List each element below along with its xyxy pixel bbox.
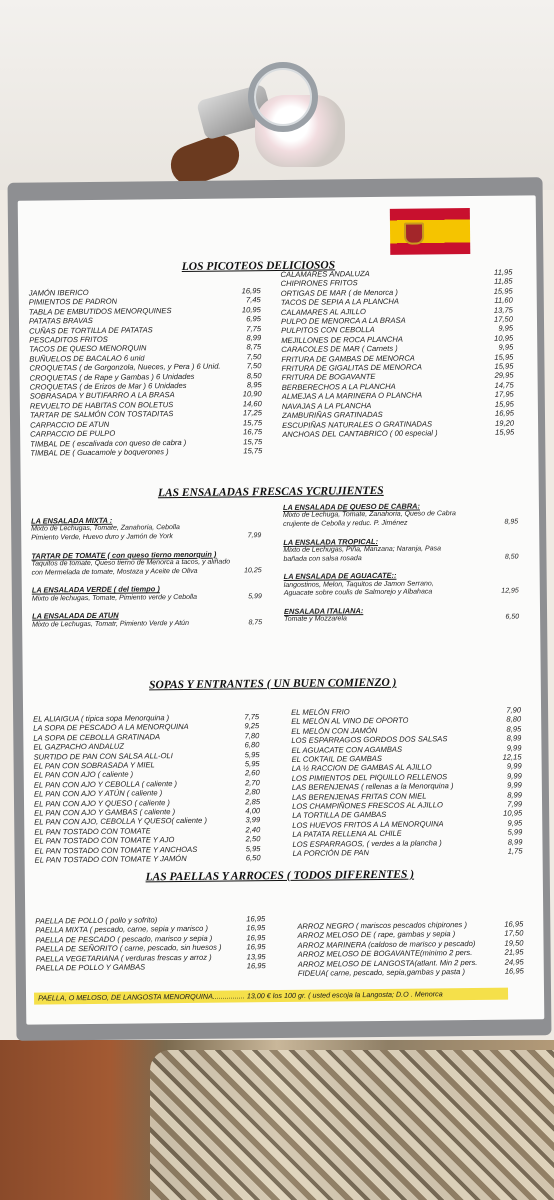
menu-item-name: CALAMARES AL AJILLO xyxy=(280,306,366,317)
menu-item-price: 6,80 xyxy=(244,740,260,750)
menu-item-price: 17,50 xyxy=(493,314,514,324)
menu-item-name: EL GAZPACHO ANDALUZ xyxy=(33,741,125,752)
menu-item-name: BERBERECHOS A LA PLANCHA xyxy=(281,381,396,392)
menu-item-price: 7,75 xyxy=(246,323,262,333)
menu-item-name: LA TORTILLA DE GAMBAS xyxy=(292,810,387,821)
menu-item-price: 9,99 xyxy=(506,743,522,753)
menu-item-price: 10,95 xyxy=(494,333,514,343)
menu-item-name: ALMEJAS A LA MARINERA O PLANCHA xyxy=(281,390,423,402)
menu-item-name: PAELLA DE POLLO ( pollo y sofrito) xyxy=(35,915,158,926)
sopas-left-list xyxy=(33,712,261,865)
menu-item-price: 16,95 xyxy=(246,914,266,924)
menu-item-name: EL PAN TOSTADO CON TOMATE Y AJO xyxy=(34,835,175,846)
menu-item-price: 19,20 xyxy=(494,418,515,428)
salad-description-line xyxy=(283,553,518,564)
menu-item-name: TACOS DE SEPIA A LA PLANCHA xyxy=(280,296,400,308)
menu-item-name: MEJILLONES DE ROCA PLANCHA xyxy=(281,334,403,345)
menu-item-name: CARPACCIO DE ATUN xyxy=(30,419,110,430)
menu-item-name: LOS PIMIENTOS DEL PIQUILLO RELLENOS xyxy=(291,772,448,783)
salad-price: 5,99 xyxy=(248,592,262,600)
menu-item-price: 17,50 xyxy=(504,928,524,939)
menu-item-name: EL PAN CON AJO Y QUESO ( caliente ) xyxy=(33,797,170,809)
menu-item-name: PAELLA DE POLLO Y GAMBAS xyxy=(35,962,146,973)
salad-description: Mixto de lechugas, Tomate, Pimiento verde y Cebolla xyxy=(31,593,198,603)
menu-item-name: FRITURA DE BOGAVANTE xyxy=(281,372,376,383)
menu-item-price: 8,75 xyxy=(246,342,262,352)
menu-item-price: 19,50 xyxy=(504,938,524,948)
menu-item-price: 16,95 xyxy=(504,919,524,929)
menu-item-row xyxy=(298,966,524,978)
menu-item-name: CHIPIRONES FRITOS xyxy=(280,278,358,289)
menu-item-row xyxy=(30,446,262,458)
menu-item-name: LA ½ RACCION DE GAMBAS AL AJILLO xyxy=(291,762,432,774)
picoteos-left-list xyxy=(29,286,263,458)
salad-description-line xyxy=(284,614,519,625)
menu-item-name: LAS BERENJENAS ( rellenas a la Menorquina ) xyxy=(291,781,454,793)
section-title-ensaladas: LAS ENSALADAS FRESCAS YCRUJIENTES xyxy=(157,484,384,500)
salad-description-line xyxy=(31,532,261,543)
menu-item-price: 12,15 xyxy=(502,752,522,762)
menu-item-row xyxy=(36,961,266,973)
menu-item-name: EL PAN CON AJO, CEBOLLA Y QUESO( caliente ) xyxy=(34,816,208,828)
paellas-right-list xyxy=(297,919,524,978)
menu-item-price: 8,99 xyxy=(507,837,523,847)
menu-item-price: 17,25 xyxy=(242,408,262,418)
sopas-right-list xyxy=(291,705,523,858)
salad-item xyxy=(31,514,261,543)
menu-item-name: EL PAN CON AJO Y CEBOLLA ( caliente ) xyxy=(33,778,178,790)
menu-item-name: CALAMARES ANDALUZA xyxy=(280,269,370,279)
menu-item-name: ARROZ NEGRO ( mariscos pescados chipirones ) xyxy=(297,920,468,931)
menu-item-price: 8,50 xyxy=(246,370,262,380)
menu-item-name: EL MELÓN CON JAMÓN xyxy=(291,725,378,736)
salad-description: bañada con salsa rosada xyxy=(283,554,362,563)
menu-item-name: JAMÓN IBERICO xyxy=(28,287,89,298)
salad-item xyxy=(284,570,519,599)
salad-item xyxy=(284,604,519,624)
salad-title: LA ENSALADA MIXTA : xyxy=(31,515,113,526)
menu-item-price: 14,60 xyxy=(242,399,262,409)
menu-item-price: 7,99 xyxy=(507,799,523,809)
menu-item-name: EL PAN CON AJO Y GAMBAS ( caliente ) xyxy=(34,807,176,818)
menu-item-price: 9,99 xyxy=(507,780,522,790)
menu-item-name: PAELLA DE SEÑORITO ( carne, pescado, sin huesos ) xyxy=(35,942,222,954)
menu-item-price: 17,95 xyxy=(494,389,514,400)
menu-item-price: 8,99 xyxy=(246,333,262,343)
menu-item-price: 9,99 xyxy=(506,761,522,772)
menu-item-name: EL ALIAIGUA ( típica sopa Menorquina ) xyxy=(33,713,170,724)
salad-description: Taquitos de tomate, Queso tierno de Menorca a tacos, y aliñado xyxy=(31,558,231,568)
menu-item-name: ARROZ MELOSO DE BOGAVANTE(minimo 2 pers. xyxy=(297,948,473,960)
ensaladas-left-list xyxy=(31,514,262,638)
menu-sleeve xyxy=(8,177,552,1041)
menu-item-price: 14,75 xyxy=(494,380,514,390)
menu-item-price: 21,95 xyxy=(504,947,524,957)
menu-item-price: 16,75 xyxy=(243,427,263,437)
menu-item-name: SURTIDO DE PAN CON SALSA ALL-OLI xyxy=(33,750,173,762)
menu-item-price: 7,45 xyxy=(245,295,261,305)
menu-item-name: TIMBAL DE ( escalivada con queso de cabra ) xyxy=(30,437,187,449)
menu-item-price: 15,95 xyxy=(494,352,514,362)
menu-item-name: CARPACCIO DE PULPO xyxy=(30,428,116,439)
salad-price: 8,75 xyxy=(248,618,263,626)
salad-description: con Mermelada de tomate, Mostaza y Aceite de Oliva xyxy=(31,567,198,577)
menu-item-name: CARACOLES DE MAR ( Carnets ) xyxy=(281,343,398,355)
menu-item-price: 15,95 xyxy=(494,399,514,409)
menu-item-name: ZAMBURIÑAS GRATINADAS xyxy=(281,410,383,421)
menu-item-name: SOBRASADA Y BUTIFARRO A LA BRASA xyxy=(29,390,175,402)
section-title-paellas: LAS PAELLAS Y ARROCES ( TODOS DIFERENTES ) xyxy=(145,868,415,884)
menu-item-name: EL PAN CON AJO Y ATÚN ( caliente ) xyxy=(33,788,163,799)
menu-item-price: 2,50 xyxy=(245,834,261,844)
menu-item-price: 11,85 xyxy=(494,276,513,287)
menu-item-name: ORTIGAS DE MAR ( de Menorca ) xyxy=(280,287,398,298)
salad-title: LA ENSALADA DE AGUACATE:: xyxy=(283,570,397,582)
menu-item-name: PATATAS BRAVAS xyxy=(28,316,93,326)
menu-item-name: LA SOPA DE CEBOLLA GRATINADA xyxy=(33,732,161,743)
salad-description: Mixto de Lechugas, Tomatr, Pimiento Verde y Atún xyxy=(32,619,189,629)
salad-description-line xyxy=(284,588,519,599)
menu-item-price: 9,95 xyxy=(498,342,514,352)
menu-item-name: CROQUETAS ( de Erizos de Mar ) 6 Unidades xyxy=(29,381,187,392)
salad-description: Pimiento Verde, Huevo duro y Jamón de York xyxy=(31,533,173,542)
menu-item-price: 11,60 xyxy=(494,295,513,305)
menu-item-price: 5,95 xyxy=(245,843,261,854)
salad-description: langostinos, Melon, Taquitos de Jamon Serrano, xyxy=(283,579,434,589)
salad-item xyxy=(283,535,518,564)
menu-item-name: LA PORCIÓN DE PAN xyxy=(292,848,369,858)
key-ring xyxy=(248,62,318,132)
menu-item-price: 5,95 xyxy=(244,749,260,759)
salad-title: ENSALADA ITALIANA: xyxy=(283,605,364,616)
menu-item-name: TACOS DE QUESO MENORQUIN xyxy=(29,343,147,355)
menu-item-price: 2,85 xyxy=(245,796,261,807)
menu-page xyxy=(18,195,545,1024)
menu-item-row xyxy=(35,853,261,865)
menu-item-price: 10,90 xyxy=(242,389,262,399)
menu-item-price: 13,95 xyxy=(246,951,266,961)
menu-item-name: EL PAN CON SOBRASADA Y MIEL xyxy=(33,760,155,771)
menu-item-name: PESCADITOS FRITOS xyxy=(29,334,108,345)
menu-item-price: 15,75 xyxy=(243,436,263,446)
menu-item-name: LOS HUEVOS FRITOS A LA MENORQUINA xyxy=(292,819,444,830)
menu-item-name: CROQUETAS ( de Gorgonzola, Nueces, y Pera ) 6 Unid. xyxy=(29,361,221,373)
menu-item-price: 5,99 xyxy=(507,827,523,837)
menu-item-price: 13,75 xyxy=(493,305,513,315)
menu-item-name: EL AGUACATE CON AGAMBAS xyxy=(291,744,403,755)
salad-description-line xyxy=(32,593,262,604)
menu-item-name: ANCHOAS DEL CANTABRICO ( 00 especial ) xyxy=(282,428,438,439)
menu-item-name: BUÑUELOS DE BACALAO 6 unid xyxy=(29,353,145,364)
menu-item-price: 15,95 xyxy=(494,361,514,371)
salad-description: Aguacate sobre coulis de Salmorejo y Albahaca xyxy=(283,588,433,598)
salad-description-line xyxy=(32,619,262,630)
menu-item-price: 16,95 xyxy=(241,286,261,296)
salad-item xyxy=(283,500,518,529)
menu-item-name: EL COKTAIL DE GAMBAS xyxy=(291,753,382,764)
menu-item-price: 16,95 xyxy=(246,932,266,943)
menu-item-name: PULPITOS CON CEBOLLA xyxy=(281,325,375,336)
menu-item-name: REVUELTO DE HABITAS CON BOLETUS xyxy=(29,399,174,411)
menu-item-price: 7,75 xyxy=(244,712,260,722)
section-title-sopas: SOPAS Y ENTRANTES ( UN BUEN COMIENZO ) xyxy=(149,676,397,692)
menu-item-name: LOS ESPARRAGOS, ( verdes a la plancha ) xyxy=(292,838,442,849)
menu-item-name: EL MELÓN AL VINO DE OPORTO xyxy=(291,716,409,727)
menu-item-name: TIMBAL DE ( Guacamole y boquerones ) xyxy=(30,447,169,458)
menu-item-name: CUÑAS DE TORTILLA DE PATATAS xyxy=(29,324,153,336)
menu-item-price: 1,75 xyxy=(507,846,523,856)
menu-item-price: 5,95 xyxy=(244,759,260,769)
menu-item-price: 16,95 xyxy=(494,408,515,418)
menu-item-price: 16,95 xyxy=(246,942,266,952)
menu-item-price: 2,60 xyxy=(244,768,260,778)
salad-description: crujiente de Cebolla y reduc. P. Jiménez xyxy=(283,519,408,528)
menu-item-name: ARROZ MARINERA (caldoso de marisco y pescado) xyxy=(297,938,476,950)
salad-price: 8,50 xyxy=(504,553,519,561)
salad-price: 8,95 xyxy=(504,518,519,526)
salad-description: Mixto de Lechugas, Piña, Manzana; Naranja, Pasa xyxy=(283,545,442,554)
menu-item-name: CROQUETAS ( de Rape y Gambas ) 6 Unidades xyxy=(29,371,195,383)
salad-item xyxy=(31,549,261,578)
salad-title: LA ENSALADA VERDE ( del tiempo ) xyxy=(31,584,160,595)
paellas-left-list xyxy=(35,914,266,973)
menu-item-name: LOS ESPARRAGOS GORDOS DOS SALSAS xyxy=(291,734,448,746)
menu-item-name: ESCUPIÑAS NATURALES O GRATINADAS xyxy=(282,418,433,430)
menu-item-name: FIDEUA( carne, pescado, sepia,gambas y pasta ) xyxy=(297,967,465,978)
menu-item-price: 7,90 xyxy=(506,705,522,715)
section-title-picoteos: LOS PICOTEOS DELICIOSOS xyxy=(181,259,336,274)
salad-description: Tomate y Mozzarela xyxy=(284,615,347,624)
menu-item-price: 8,99 xyxy=(506,733,522,743)
menu-item-price: 7,80 xyxy=(244,731,260,741)
menu-item-price: 15,95 xyxy=(495,427,515,437)
menu-item-price: 8,80 xyxy=(506,714,522,725)
menu-item-price: 9,25 xyxy=(244,721,260,731)
ensaladas-right-list xyxy=(283,500,519,632)
salad-description: Mixto de Lechuga, Tomate, Zanahoria, Queso de Cabra xyxy=(282,510,456,520)
salad-item xyxy=(32,609,262,629)
menu-item-price: 9,95 xyxy=(507,818,523,828)
menu-item-name: LA SOPA DE PESCADO A LA MENORQUINA xyxy=(33,722,189,733)
salad-title: TARTAR DE TOMATE ( con queso tierno menorquin ) xyxy=(31,549,217,561)
menu-item-name: TABLA DE EMBUTIDOS MENORQUINES xyxy=(28,305,172,317)
menu-item-name: ARROZ MELOSO DE ( rape, gambas y sepia ) xyxy=(297,929,456,941)
menu-item-name: EL MELÓN FRIO xyxy=(291,707,350,717)
salad-item xyxy=(32,583,262,603)
menu-item-price: 7,50 xyxy=(246,352,262,362)
menu-item-price: 8,95 xyxy=(506,724,522,734)
salad-title: LA ENSALADA DE QUESO DE CABRA: xyxy=(282,501,420,512)
menu-item-name: LA PATATA RELLENA AL CHILE xyxy=(292,829,402,840)
menu-item-price: 16,95 xyxy=(246,961,266,971)
menu-item-name: LOS CHAMPIÑONES FRESCOS AL AJILLO xyxy=(292,800,443,811)
salad-price: 10,25 xyxy=(244,566,262,574)
salad-price: 7,99 xyxy=(247,532,262,540)
menu-item-name: ARROZ MELOSO DE LANGOSTA(atlant. Min 2 pers. xyxy=(297,957,478,969)
menu-item-price: 15,75 xyxy=(243,446,263,456)
menu-item-price: 2,40 xyxy=(245,825,261,835)
menu-item-name: FRITURA DE GAMBAS DE MENORCA xyxy=(281,353,415,364)
salad-title: LA ENSALADA DE ATUN xyxy=(32,610,119,621)
salad-title: LA ENSALADA TROPICAL: xyxy=(283,536,379,547)
menu-item-name: EL PAN TOSTADO CON TOMATE xyxy=(34,826,151,837)
menu-item-name: EL PAN CON AJO ( caliente ) xyxy=(33,769,134,781)
menu-item-price: 3,99 xyxy=(245,815,261,825)
patterned-cloth xyxy=(150,1050,554,1200)
menu-item-price: 10,95 xyxy=(503,808,523,819)
menu-item-price: 7,50 xyxy=(246,361,262,371)
menu-item-price: 16,95 xyxy=(246,923,266,933)
menu-item-price: 4,00 xyxy=(245,806,261,816)
langosta-promo-banner: PAELLA, O MELOSO, DE LANGOSTA MENORQUINA................ 13,00 € los 100 gr. ( usted escoja la Langosta; D.O . Menorca xyxy=(34,988,508,1005)
menu-item-name: TARTAR DE SALMÓN CON TOSTADITAS xyxy=(29,409,174,420)
menu-item-price: 10,95 xyxy=(241,304,261,315)
menu-item-price: 8,99 xyxy=(507,790,523,800)
menu-item-row xyxy=(282,427,514,439)
menu-item-name: FRITURA DE GIGALITAS DE MENORCA xyxy=(281,362,423,374)
salad-price: 12,95 xyxy=(501,587,519,595)
menu-item-row xyxy=(293,847,523,859)
menu-item-price: 6,95 xyxy=(246,314,262,324)
menu-item-price: 8,95 xyxy=(246,380,262,390)
menu-item-price: 24,95 xyxy=(504,957,524,967)
salad-description: Mixto de Lechugas, Tomate, Zanahoria, Cebolla xyxy=(31,524,180,534)
menu-item-price: 2,70 xyxy=(244,778,260,788)
salad-description-line xyxy=(283,518,518,529)
menu-item-price: 9,99 xyxy=(506,771,522,781)
menu-item-name: NAVAJAS A LA PLANCHA xyxy=(281,400,372,411)
menu-item-name: PIMIENTOS DE PADRON xyxy=(28,297,118,308)
menu-item-price: 11,95 xyxy=(493,267,513,277)
menu-item-name: PAELLA MIXTA ( pescado, carne, sepia y marisco ) xyxy=(35,924,209,935)
salad-description-line xyxy=(32,567,262,578)
menu-item-price: 6,50 xyxy=(245,853,261,863)
menu-item-name: PAELLA DE PESCADO ( pescado, marisco y sepia ) xyxy=(35,933,213,945)
spain-flag-icon xyxy=(390,208,470,255)
picoteos-right-list xyxy=(280,268,514,440)
menu-item-name: PULPO DE MENORCA A LA BRASA xyxy=(280,315,406,326)
menu-item-price: 2,80 xyxy=(245,787,260,797)
salad-price: 6,50 xyxy=(505,613,520,621)
menu-item-name: LAS BERENJENAS FRITAS CON MIEL xyxy=(291,791,427,802)
menu-item-price: 15,75 xyxy=(242,417,263,428)
menu-item-name: EL PAN TOSTADO CON TOMATE Y JAMÓN xyxy=(34,854,187,865)
menu-item-price: 15,95 xyxy=(493,286,513,296)
menu-item-name: PAELLA VEGETARIANA ( verduras frescas y arroz ) xyxy=(35,952,212,964)
menu-item-price: 16,95 xyxy=(504,966,524,976)
menu-item-name: EL PAN TOSTADO CON TOMATE Y ANCHOAS xyxy=(34,844,198,856)
menu-item-price: 29,95 xyxy=(494,371,514,381)
menu-item-price: 9,95 xyxy=(498,323,514,334)
